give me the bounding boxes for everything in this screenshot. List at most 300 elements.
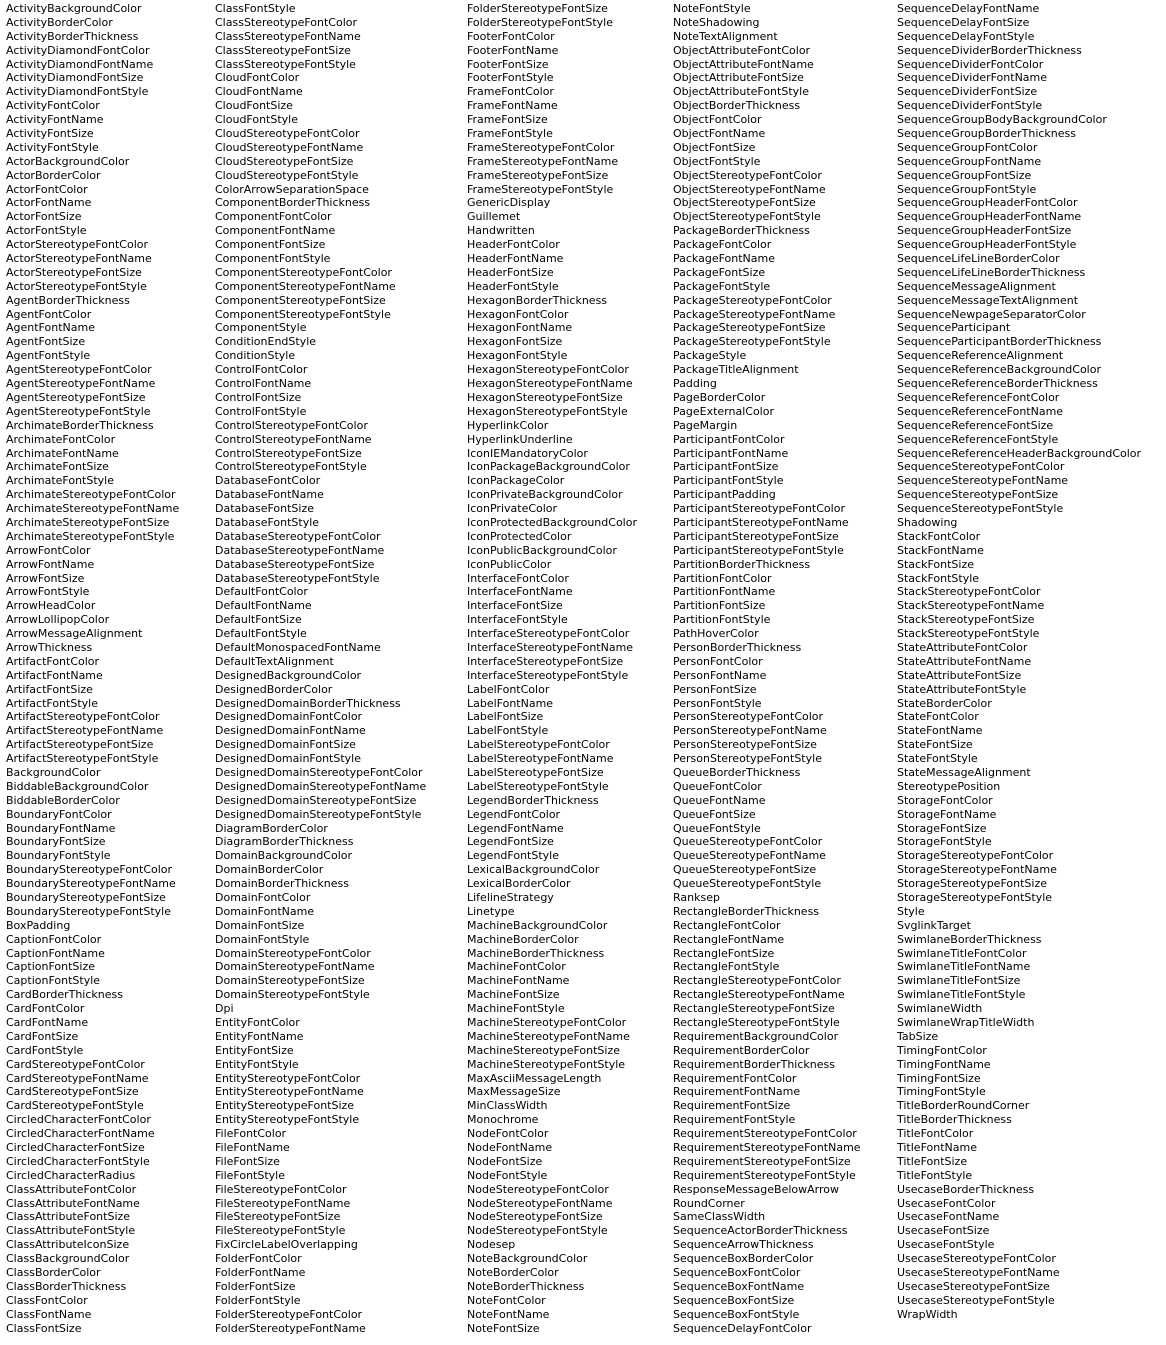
param-name: SequenceGroupHeaderFontSize	[897, 224, 1072, 238]
param-name: ArtifactStereotypeFontColor	[6, 710, 160, 724]
param-name: ClassBorderThickness	[6, 1279, 127, 1293]
param-name: SequenceReferenceFontSize	[897, 418, 1054, 432]
param-name: RequirementBorderThickness	[673, 1057, 835, 1071]
param-name: FolderStereotypeFontStyle	[467, 15, 613, 29]
param-name: DomainStereotypeFontName	[215, 960, 375, 974]
param-name: QueueFontName	[673, 793, 766, 807]
param-name: PageExternalColor	[673, 404, 774, 418]
param-name: UsecaseFontName	[897, 1210, 1000, 1224]
param-name: DesignedDomainFontName	[215, 724, 366, 738]
param-name: CardFontColor	[6, 1002, 85, 1016]
param-name: InterfaceFontSize	[467, 599, 563, 613]
param-name: FooterFontColor	[467, 29, 555, 43]
param-name: PersonStereotypeFontStyle	[673, 752, 822, 766]
param-name: QueueFontColor	[673, 779, 762, 793]
param-name: NoteShadowing	[673, 15, 760, 29]
param-name: TimingFontStyle	[897, 1085, 986, 1099]
param-name: FrameFontStyle	[467, 127, 553, 141]
param-name: PackageStyle	[673, 349, 747, 363]
param-name: DomainFontStyle	[215, 932, 310, 946]
param-name: UsecaseStereotypeFontColor	[897, 1252, 1056, 1266]
param-name: MachineBorderThickness	[467, 946, 605, 960]
param-name: EntityStereotypeFontName	[215, 1085, 364, 1099]
param-name: ObjectAttributeFontName	[673, 57, 814, 71]
param-name: ArrowMessageAlignment	[6, 627, 143, 641]
param-name: NoteBorderThickness	[467, 1279, 585, 1293]
param-name: FooterFontSize	[467, 57, 549, 71]
param-name: InterfaceFontStyle	[467, 613, 568, 627]
param-name: HyperlinkUnderline	[467, 432, 573, 446]
param-name: CaptionFontSize	[6, 960, 96, 974]
param-name: ActivityFontSize	[6, 127, 94, 141]
param-name: ControlFontSize	[215, 390, 302, 404]
param-name: BoundaryStereotypeFontColor	[6, 863, 173, 877]
param-name: QueueStereotypeFontColor	[673, 835, 823, 849]
param-name: DatabaseFontStyle	[215, 515, 320, 529]
param-name: SequenceReferenceAlignment	[897, 349, 1064, 363]
param-name: SequenceBoxFontName	[673, 1279, 805, 1293]
param-name: SequenceGroupFontColor	[897, 140, 1038, 154]
param-name: IconPublicColor	[467, 557, 552, 571]
param-name: SequenceBoxFontColor	[673, 1266, 801, 1280]
param-name: MachineStereotypeFontSize	[467, 1043, 620, 1057]
param-name: LabelStereotypeFontSize	[467, 765, 604, 779]
param-name: SwimlaneBorderThickness	[897, 932, 1042, 946]
param-name: PackageStereotypeFontStyle	[673, 335, 831, 349]
param-name: LegendFontStyle	[467, 849, 559, 863]
param-name: LegendFontSize	[467, 835, 554, 849]
param-name: DatabaseFontSize	[215, 502, 315, 516]
param-name: IconPrivateColor	[467, 502, 558, 516]
param-name: StorageFontStyle	[897, 835, 992, 849]
param-name: ActivityDiamondFontColor	[6, 43, 150, 57]
param-name: DesignedBackgroundColor	[215, 668, 362, 682]
param-name: Padding	[673, 377, 717, 391]
param-name: ArchimateFontName	[6, 446, 119, 460]
param-name: DomainStereotypeFontStyle	[215, 988, 370, 1002]
param-name: MachineFontSize	[467, 988, 560, 1002]
param-name: Monochrome	[467, 1113, 539, 1127]
param-name: SequenceGroupFontSize	[897, 168, 1032, 182]
param-name: ObjectBorderThickness	[673, 99, 801, 113]
param-name: DatabaseStereotypeFontSize	[215, 557, 375, 571]
param-name: SequenceBoxFontStyle	[673, 1307, 800, 1321]
param-name: HyperlinkColor	[467, 418, 549, 432]
param-name: FolderStereotypeFontName	[215, 1321, 366, 1335]
param-name: SwimlaneWrapTitleWidth	[897, 1016, 1035, 1030]
param-name: ArrowFontStyle	[6, 585, 90, 599]
param-name: RequirementStereotypeFontColor	[673, 1127, 857, 1141]
param-name: ClassFontStyle	[215, 2, 296, 15]
param-name: ConditionEndStyle	[215, 335, 317, 349]
param-name: ObjectFontColor	[673, 113, 762, 127]
param-name: InterfaceFontColor	[467, 571, 569, 585]
param-name: HexagonStereotypeFontStyle	[467, 404, 628, 418]
param-name: QueueStereotypeFontName	[673, 849, 826, 863]
param-name: ArtifactStereotypeFontSize	[6, 738, 154, 752]
param-name: LabelFontSize	[467, 710, 544, 724]
param-name: ObjectAttributeFontStyle	[673, 85, 809, 99]
param-name: LexicalBackgroundColor	[467, 863, 600, 877]
param-name: MachineFontColor	[467, 960, 566, 974]
param-name: UsecaseStereotypeFontSize	[897, 1279, 1050, 1293]
param-name: PageMargin	[673, 418, 738, 432]
param-name: CardBorderThickness	[6, 988, 123, 1002]
param-name: PersonBorderThickness	[673, 640, 802, 654]
param-name: ActorFontColor	[6, 182, 88, 196]
param-name: ArtifactFontSize	[6, 682, 93, 696]
param-name: ComponentFontSize	[215, 238, 326, 252]
param-name: StateFontColor	[897, 710, 979, 724]
param-name: TitleFontColor	[897, 1127, 974, 1141]
param-name: SequenceDelayFontSize	[897, 15, 1030, 29]
param-name: ArrowFontColor	[6, 543, 91, 557]
param-name: QueueBorderThickness	[673, 765, 801, 779]
param-name: BoundaryFontColor	[6, 807, 112, 821]
param-name: FrameStereotypeFontColor	[467, 140, 615, 154]
param-name: RequirementStereotypeFontStyle	[673, 1168, 856, 1182]
param-name: ActivityDiamondFontSize	[6, 71, 144, 85]
param-name: DesignedDomainFontSize	[215, 738, 356, 752]
param-name: NoteFontStyle	[673, 2, 751, 15]
param-name: SwimlaneTitleFontName	[897, 960, 1031, 974]
param-name: ParticipantFontSize	[673, 460, 779, 474]
param-name: PackageFontName	[673, 252, 775, 266]
param-name: ActivityDiamondFontName	[6, 57, 154, 71]
param-name: SvglinkTarget	[897, 918, 971, 932]
param-name: ClassBorderColor	[6, 1266, 101, 1280]
param-column-4	[673, 2, 861, 1336]
param-name: UsecaseBorderThickness	[897, 1182, 1035, 1196]
param-name: SequenceStereotypeFontSize	[897, 488, 1059, 502]
param-name: ComponentBorderThickness	[215, 196, 371, 210]
param-name: RectangleStereotypeFontSize	[673, 1002, 835, 1016]
param-name: AgentFontStyle	[6, 349, 91, 363]
param-name: SequenceGroupBorderThickness	[897, 127, 1076, 141]
param-name: EntityFontColor	[215, 1016, 300, 1030]
param-name: ControlFontName	[215, 377, 312, 391]
param-name: NoteFontSize	[467, 1321, 540, 1335]
param-name: PartitionBorderThickness	[673, 557, 811, 571]
param-name: FrameFontName	[467, 99, 558, 113]
param-name: ParticipantFontStyle	[673, 474, 784, 488]
param-name: PathHoverColor	[673, 627, 759, 641]
param-name: BoundaryStereotypeFontName	[6, 877, 176, 891]
param-name: TitleBorderThickness	[897, 1113, 1012, 1127]
param-name: ActorFontStyle	[6, 224, 87, 238]
param-name: LegendFontName	[467, 821, 564, 835]
param-name: FileStereotypeFontColor	[215, 1182, 347, 1196]
param-name: SequenceDividerFontName	[897, 71, 1048, 85]
param-column-2	[215, 2, 426, 1336]
param-name: InterfaceStereotypeFontStyle	[467, 668, 629, 682]
param-name: ComponentFontName	[215, 224, 336, 238]
param-name: StateAttributeFontStyle	[897, 682, 1027, 696]
param-name: SwimlaneTitleFontSize	[897, 974, 1021, 988]
param-name: CloudFontStyle	[215, 113, 298, 127]
param-name: ControlFontStyle	[215, 404, 307, 418]
param-name: SequenceLifeLineBorderThickness	[897, 265, 1086, 279]
param-name: RequirementBorderColor	[673, 1043, 810, 1057]
param-name: ComponentStereotypeFontName	[215, 279, 396, 293]
param-name: FolderFontColor	[215, 1252, 302, 1266]
param-name: SequenceReferenceFontColor	[897, 390, 1060, 404]
param-name: DesignedDomainFontStyle	[215, 752, 361, 766]
param-name: CloudFontColor	[215, 71, 300, 85]
param-name: PackageStereotypeFontColor	[673, 293, 832, 307]
param-name: ResponseMessageBelowArrow	[673, 1182, 839, 1196]
param-name: FrameStereotypeFontStyle	[467, 182, 614, 196]
param-name: DatabaseStereotypeFontStyle	[215, 571, 380, 585]
param-name: SequenceDividerFontColor	[897, 57, 1044, 71]
param-name: NodeFontSize	[467, 1154, 543, 1168]
param-name: FolderStereotypeFontColor	[215, 1307, 363, 1321]
param-name: LabelStereotypeFontStyle	[467, 779, 609, 793]
param-name: DiagramBorderThickness	[215, 835, 354, 849]
param-name: PersonFontStyle	[673, 696, 762, 710]
param-name: ParticipantStereotypeFontSize	[673, 529, 839, 543]
param-name: CloudStereotypeFontStyle	[215, 168, 359, 182]
param-name: ParticipantStereotypeFontStyle	[673, 543, 844, 557]
param-name: BackgroundColor	[6, 765, 101, 779]
param-name: StateAttributeFontName	[897, 654, 1032, 668]
param-name: EntityFontName	[215, 1029, 304, 1043]
param-name: RectangleStereotypeFontColor	[673, 974, 841, 988]
param-name: LabelFontStyle	[467, 724, 549, 738]
param-name: ClassStereotypeFontSize	[215, 43, 351, 57]
param-name: CardStereotypeFontColor	[6, 1057, 145, 1071]
param-name: MachineStereotypeFontColor	[467, 1016, 627, 1030]
param-name: ArchimateStereotypeFontColor	[6, 488, 176, 502]
param-name: AgentFontSize	[6, 335, 86, 349]
param-name: ArchimateStereotypeFontStyle	[6, 529, 175, 543]
param-name: DiagramBorderColor	[215, 821, 328, 835]
param-name: PackageFontColor	[673, 238, 772, 252]
param-name: ClassStereotypeFontName	[215, 29, 361, 43]
param-name: NoteFontColor	[467, 1293, 546, 1307]
param-name: DomainFontSize	[215, 918, 305, 932]
param-name: CircledCharacterFontSize	[6, 1141, 145, 1155]
param-name: QueueStereotypeFontStyle	[673, 877, 822, 891]
param-name: ActivityDiamondFontStyle	[6, 85, 149, 99]
param-name: DesignedDomainStereotypeFontStyle	[215, 807, 422, 821]
param-name: CircledCharacterFontColor	[6, 1113, 151, 1127]
param-name: CircledCharacterFontName	[6, 1127, 155, 1141]
param-name: RectangleFontName	[673, 932, 785, 946]
param-name: PartitionFontStyle	[673, 613, 771, 627]
param-name: ArchimateFontColor	[6, 432, 116, 446]
param-name: PartitionFontName	[673, 585, 776, 599]
param-name: DatabaseFontColor	[215, 474, 321, 488]
param-name: IconProtectedColor	[467, 529, 572, 543]
param-name: HexagonFontSize	[467, 335, 563, 349]
param-name: NodeStereotypeFontStyle	[467, 1224, 608, 1238]
param-name: ObjectStereotypeFontSize	[673, 196, 816, 210]
param-name: MachineFontStyle	[467, 1002, 565, 1016]
param-name: ActorBackgroundColor	[6, 154, 130, 168]
param-name: DomainStereotypeFontColor	[215, 946, 371, 960]
param-name: DefaultFontColor	[215, 585, 308, 599]
param-name: StereotypePosition	[897, 779, 1001, 793]
param-name: SequenceStereotypeFontStyle	[897, 502, 1064, 516]
param-name: ObjectStereotypeFontStyle	[673, 210, 821, 224]
param-name: DefaultFontStyle	[215, 627, 307, 641]
param-name: ActivityFontColor	[6, 99, 100, 113]
param-name: ArtifactFontColor	[6, 654, 100, 668]
param-name: ComponentStereotypeFontColor	[215, 265, 392, 279]
param-name: BoxPadding	[6, 918, 71, 932]
param-name: SequenceStereotypeFontColor	[897, 460, 1065, 474]
param-name: PartitionFontColor	[673, 571, 772, 585]
param-name: NoteBackgroundColor	[467, 1252, 588, 1266]
param-name: SequenceArrowThickness	[673, 1238, 814, 1252]
param-name: DomainFontColor	[215, 891, 311, 904]
param-name: Ranksep	[673, 891, 720, 904]
param-name: FolderFontName	[215, 1266, 306, 1280]
param-name: TimingFontColor	[897, 1043, 987, 1057]
param-name: DesignedBorderColor	[215, 682, 333, 696]
param-name: CloudStereotypeFontColor	[215, 127, 360, 141]
param-name: PersonFontColor	[673, 654, 763, 668]
param-name: StackStereotypeFontSize	[897, 613, 1035, 627]
param-name: FrameFontSize	[467, 113, 548, 127]
param-name: BoundaryFontStyle	[6, 849, 111, 863]
param-name: Guillemet	[467, 210, 521, 224]
param-name: StackStereotypeFontStyle	[897, 627, 1040, 641]
param-name: ObjectAttributeFontSize	[673, 71, 804, 85]
param-name: SequenceGroupHeaderFontColor	[897, 196, 1078, 210]
param-name: ClassStereotypeFontStyle	[215, 57, 356, 71]
param-name: ControlStereotypeFontName	[215, 432, 372, 446]
param-name: SameClassWidth	[673, 1210, 766, 1224]
param-name: RectangleFontColor	[673, 918, 781, 932]
param-name: CloudFontSize	[215, 99, 293, 113]
param-name: ArchimateFontSize	[6, 460, 109, 474]
param-name: SequenceLifeLineBorderColor	[897, 252, 1060, 266]
param-name: SwimlaneTitleFontStyle	[897, 988, 1026, 1002]
param-name: CardStereotypeFontSize	[6, 1085, 139, 1099]
param-name: ClassAttributeIconSize	[6, 1238, 130, 1252]
param-name: StorageStereotypeFontStyle	[897, 891, 1053, 904]
param-name: UsecaseFontColor	[897, 1196, 996, 1210]
param-name: SwimlaneTitleFontColor	[897, 946, 1027, 960]
param-name: ParticipantFontName	[673, 446, 789, 460]
param-name: FileFontColor	[215, 1127, 287, 1141]
param-name: AgentStereotypeFontName	[6, 377, 156, 391]
param-name: HexagonBorderThickness	[467, 293, 608, 307]
param-name: StorageStereotypeFontColor	[897, 849, 1054, 863]
param-name: FileStereotypeFontName	[215, 1196, 351, 1210]
param-name: SequenceDelayFontColor	[673, 1321, 812, 1335]
param-name: AgentStereotypeFontSize	[6, 390, 146, 404]
param-name: SequenceReferenceBackgroundColor	[897, 363, 1101, 377]
param-name: ArrowHeadColor	[6, 599, 96, 613]
param-name: ComponentStyle	[215, 321, 307, 335]
param-name: PackageStereotypeFontName	[673, 307, 836, 321]
param-name: DesignedDomainBorderThickness	[215, 696, 401, 710]
param-name: CircledCharacterFontStyle	[6, 1154, 150, 1168]
param-name: DomainFontName	[215, 904, 315, 918]
param-name: SequenceParticipantBorderThickness	[897, 335, 1102, 349]
param-name: BoundaryStereotypeFontStyle	[6, 904, 171, 918]
param-name: WrapWidth	[897, 1307, 958, 1321]
param-name: DatabaseFontName	[215, 488, 324, 502]
param-name: StateAttributeFontSize	[897, 668, 1022, 682]
param-name: BiddableBackgroundColor	[6, 779, 149, 793]
param-name: RectangleStereotypeFontStyle	[673, 1016, 840, 1030]
param-name: NodeStereotypeFontColor	[467, 1182, 609, 1196]
param-name: FileFontSize	[215, 1154, 280, 1168]
param-name: HexagonFontColor	[467, 307, 569, 321]
param-name: IconPublicBackgroundColor	[467, 543, 617, 557]
param-name: ControlStereotypeFontSize	[215, 446, 362, 460]
param-name: TitleFontName	[897, 1141, 977, 1155]
param-name: AgentStereotypeFontColor	[6, 363, 152, 377]
param-name: UsecaseFontSize	[897, 1224, 990, 1238]
param-name: ActorStereotypeFontSize	[6, 265, 142, 279]
param-name: SequenceDividerBorderThickness	[897, 43, 1082, 57]
param-name: SequenceMessageTextAlignment	[897, 293, 1079, 307]
param-name: SequenceReferenceBorderThickness	[897, 377, 1098, 391]
param-name: ControlFontColor	[215, 363, 308, 377]
param-name: DomainBackgroundColor	[215, 849, 353, 863]
param-name: EntityStereotypeFontStyle	[215, 1113, 360, 1127]
param-name: InterfaceFontName	[467, 585, 573, 599]
param-name: FileFontStyle	[215, 1168, 285, 1182]
param-name: ClassStereotypeFontColor	[215, 15, 358, 29]
param-name: RequirementStereotypeFontSize	[673, 1154, 851, 1168]
param-name: StateFontName	[897, 724, 983, 738]
param-name: ArrowThickness	[6, 640, 93, 654]
param-name: SequenceGroupFontStyle	[897, 182, 1037, 196]
param-name: MaxAsciiMessageLength	[467, 1071, 602, 1085]
param-name: BiddableBorderColor	[6, 793, 120, 807]
param-name: ArchimateBorderThickness	[6, 418, 154, 432]
param-name: Linetype	[467, 904, 515, 918]
param-column-3	[467, 2, 637, 1336]
param-name: StateAttributeFontColor	[897, 640, 1028, 654]
param-name: FooterFontName	[467, 43, 559, 57]
param-name: ActorFontName	[6, 196, 92, 210]
param-name: StackFontSize	[897, 557, 974, 571]
param-name: DefaultFontSize	[215, 613, 302, 627]
param-name: FrameStereotypeFontSize	[467, 168, 609, 182]
param-name: FileStereotypeFontStyle	[215, 1224, 346, 1238]
param-name: ParticipantStereotypeFontName	[673, 515, 849, 529]
param-name: StateFontSize	[897, 738, 973, 752]
param-name: ClassAttributeFontSize	[6, 1210, 131, 1224]
param-name: SequenceBoxBorderColor	[673, 1252, 814, 1266]
param-name: InterfaceStereotypeFontSize	[467, 654, 624, 668]
param-name: ArrowLollipopColor	[6, 613, 110, 627]
param-name: RectangleBorderThickness	[673, 904, 820, 918]
param-name: IconPackageBackgroundColor	[467, 460, 630, 474]
param-name: HexagonStereotypeFontName	[467, 377, 633, 391]
param-name: ActivityBorderThickness	[6, 29, 139, 43]
param-name: ClassFontName	[6, 1307, 92, 1321]
param-name: CircledCharacterRadius	[6, 1168, 136, 1182]
param-name: ComponentFontColor	[215, 210, 332, 224]
param-name: HexagonStereotypeFontColor	[467, 363, 629, 377]
param-name: ControlStereotypeFontColor	[215, 418, 368, 432]
param-name: ClassBackgroundColor	[6, 1252, 130, 1266]
param-name: ControlStereotypeFontStyle	[215, 460, 367, 474]
param-name: RequirementStereotypeFontName	[673, 1141, 861, 1155]
param-name: FileStereotypeFontSize	[215, 1210, 341, 1224]
param-name: ArtifactStereotypeFontStyle	[6, 752, 159, 766]
param-name: FrameStereotypeFontName	[467, 154, 619, 168]
param-name: AgentFontName	[6, 321, 95, 335]
